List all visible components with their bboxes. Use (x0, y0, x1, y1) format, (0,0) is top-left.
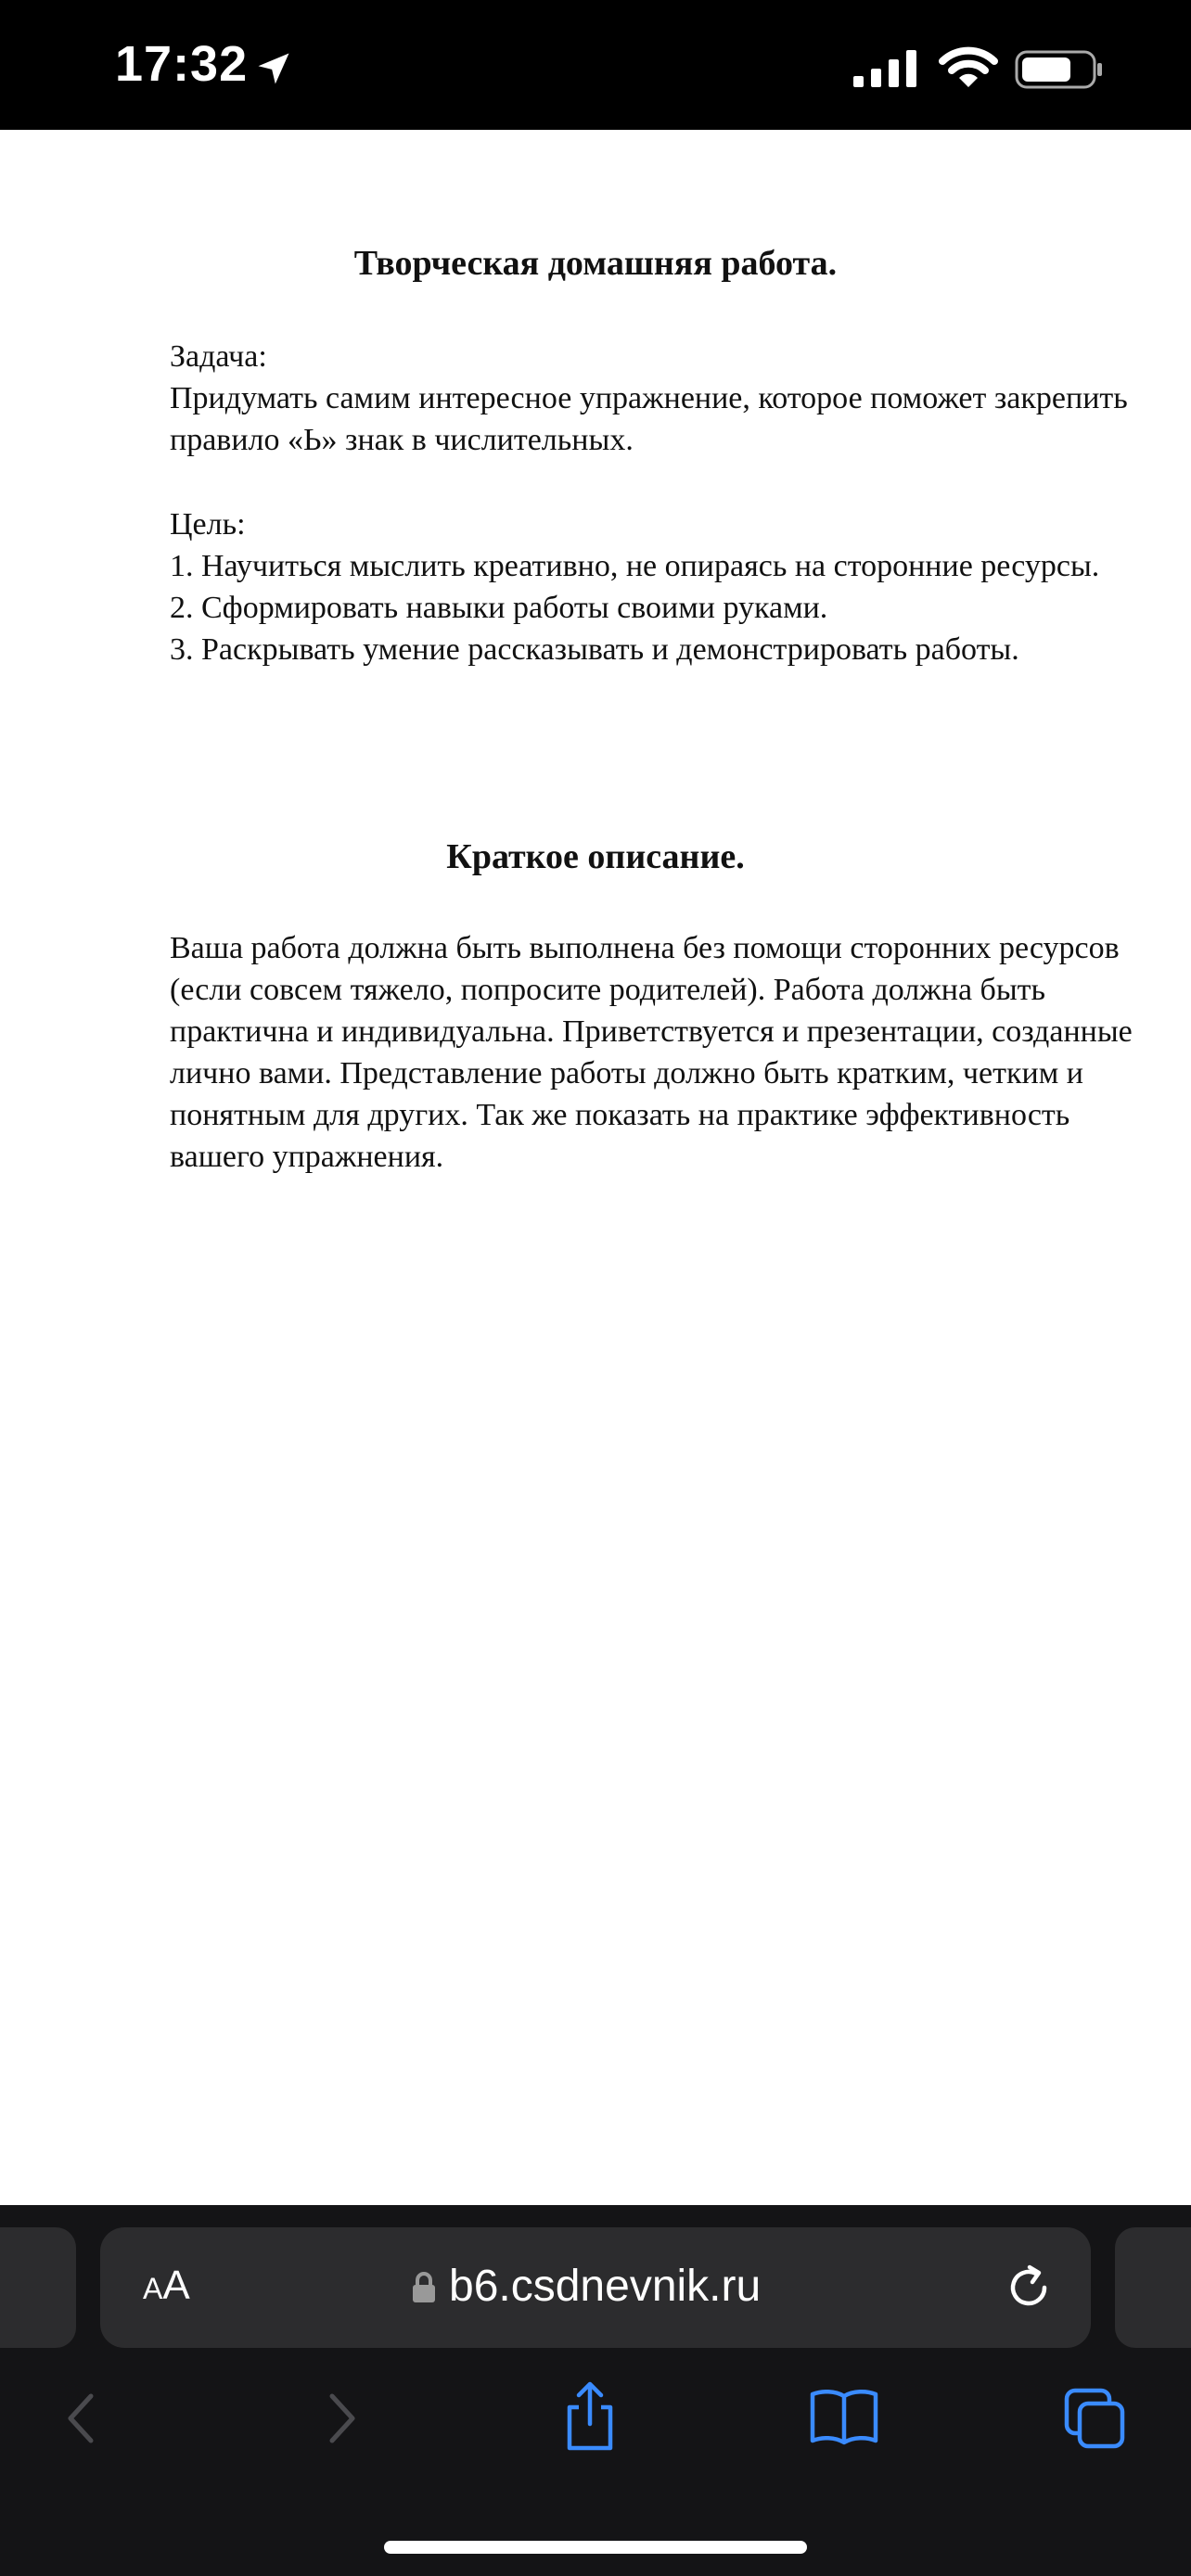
battery-icon (1015, 50, 1104, 89)
summary-title: Краткое описание. (446, 837, 745, 876)
goal-section (170, 504, 1134, 670)
reader-settings-button[interactable]: AA (143, 2263, 190, 2308)
location-arrow-icon (253, 48, 294, 89)
task-label: Задача: (170, 339, 267, 374)
next-tab-peek[interactable] (1115, 2227, 1191, 2348)
tabs-icon[interactable] (1063, 2387, 1128, 2450)
summary-section (170, 927, 1134, 1178)
goal-item: 3. Раскрывать умение рассказывать и демонстрировать работы. (170, 632, 1019, 667)
task-section (170, 336, 1134, 461)
cellular-signal-icon (853, 50, 918, 87)
url-text[interactable]: b6.csdnevnik.ru (449, 2262, 762, 2311)
previous-tab-peek[interactable] (0, 2227, 76, 2348)
reload-icon[interactable] (1004, 2263, 1054, 2313)
goal-label: Цель: (170, 507, 246, 542)
home-indicator (384, 2541, 807, 2554)
task-text: Придумать самим интересное упражнение, которое поможет закрепить правило «Ь» знак в числительных. (170, 381, 1128, 457)
status-time: 17:32 (115, 36, 249, 92)
goal-item: 2. Сформировать навыки работы своими руками. (170, 591, 828, 625)
bookmarks-icon[interactable] (809, 2387, 879, 2446)
summary-text: Ваша работа должна быть выполнена без помощи сторонних ресурсов (если совсем тяжело, попросите родителей). Работа должна быть практична и индивидуальна. Приветствуется и презентации, созданные лично вами. Представление работы должно быть кратким, четким и понятным для других. Так же показать на практике эффективность вашего упражнения. (170, 931, 1133, 1174)
address-bar[interactable] (100, 2227, 1091, 2348)
forward-icon[interactable] (319, 2389, 364, 2448)
share-icon[interactable] (560, 2379, 620, 2454)
goal-item: 1. Научиться мыслить креативно, не опираясь на сторонние ресурсы. (170, 549, 1100, 583)
web-page-content (0, 130, 1191, 2205)
wifi-icon (939, 46, 998, 89)
browser-toolbar (0, 2205, 1191, 2576)
back-icon[interactable] (59, 2389, 104, 2448)
document-title: Творческая домашняя работа. (353, 244, 838, 283)
lock-icon (412, 2272, 436, 2303)
status-bar (0, 0, 1191, 130)
